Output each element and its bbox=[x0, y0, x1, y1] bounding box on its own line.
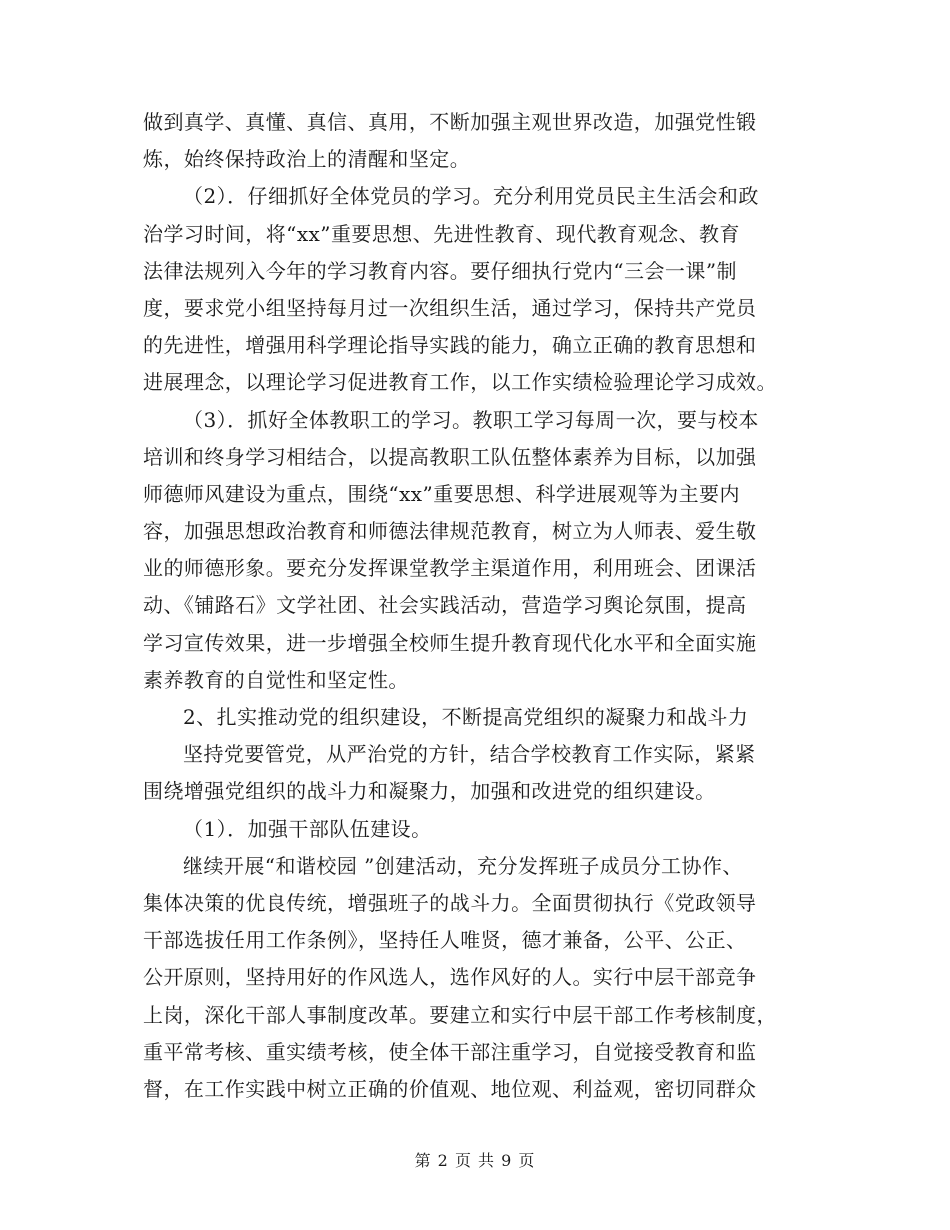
text-line: 治学习时间，将“xx”重要思想、先进性教育、现代教育观念、教育 bbox=[143, 221, 740, 246]
text-line: （3）．抓好全体教职工的学习。教职工学习每周一次，要与校本 bbox=[183, 407, 759, 432]
text-line: 公开原则，坚持用好的作风选人，选作风好的人。实行中层干部竞争 bbox=[143, 965, 757, 990]
text-line: 素养教育的自觉性和坚定性。 bbox=[143, 667, 409, 692]
document-body bbox=[143, 104, 798, 1108]
text-line: 集体决策的优良传统，增强班子的战斗力。全面贯彻执行《党政领导 bbox=[143, 890, 757, 915]
text-line: 业的师德形象。要充分发挥课堂教学主渠道作用，利用班会、团课活 bbox=[143, 556, 757, 581]
text-line: 培训和终身学习相结合，以提高教职工队伍整体素养为目标，以加强 bbox=[143, 444, 757, 469]
text-line: 的先进性，增强用科学理论指导实践的能力，确立正确的教育思想和 bbox=[143, 333, 757, 358]
text-line: （2）．仔细抓好全体党员的学习。充分利用党员民主生活会和政 bbox=[183, 184, 759, 209]
text-line: 干部选拔任用工作条例》，坚持任人唯贤，德才兼备，公平、公正、 bbox=[143, 928, 747, 953]
text-line: 容，加强思想政治教育和师德法律规范教育，树立为人师表、爱生敬 bbox=[143, 519, 757, 544]
text-line: 进展理念，以理论学习促进教育工作，以工作实绩检验理论学习成效。 bbox=[143, 370, 777, 395]
text-line: 做到真学、真懂、真信、真用，不断加强主观世界改造，加强党性锻 bbox=[143, 110, 757, 134]
text-line: 2、扎实推动党的组织建设，不断提高党组织的凝聚力和战斗力 bbox=[183, 705, 749, 729]
page-number-footer: 第 2 页 共 9 页 bbox=[414, 1151, 536, 1170]
text-line: （1）．加强干部队伍建设。 bbox=[183, 816, 432, 841]
text-line: 炼，始终保持政治上的清醒和坚定。 bbox=[143, 147, 471, 172]
text-line: 坚持党要管党，从严治党的方针，结合学校教育工作实际，紧紧 bbox=[183, 742, 756, 767]
text-line: 督，在工作实践中树立正确的价值观、地位观、利益观，密切同群众 bbox=[143, 1076, 757, 1101]
text-line: 度，要求党小组坚持每月过一次组织生活，通过学习，保持共产党员 bbox=[143, 295, 757, 320]
text-line: 学习宣传效果，进一步增强全校师生提升教育现代化水平和全面实施 bbox=[143, 630, 757, 655]
text-line: 上岗，深化干部人事制度改革。要建立和实行中层干部工作考核制度， bbox=[143, 1002, 777, 1027]
text-line: 重平常考核、重实绩考核，使全体干部注重学习，自觉接受教育和监 bbox=[143, 1039, 757, 1064]
text-line: 法律法规列入今年的学习教育内容。要仔细执行党内“三会一课”制 bbox=[143, 258, 737, 283]
text-line: 动、《铺路石》文学社团、社会实践活动，营造学习舆论氛围，提高 bbox=[143, 593, 747, 618]
text-line: 继续开展“和谐校园 ”创建活动，充分发挥班子成员分工协作、 bbox=[183, 853, 743, 878]
text-line: 师德师风建设为重点，围绕“xx”重要思想、科学进展观等为主要内 bbox=[143, 481, 740, 506]
text-line: 围绕增强党组织的战斗力和凝聚力，加强和改进党的组织建设。 bbox=[143, 779, 716, 804]
